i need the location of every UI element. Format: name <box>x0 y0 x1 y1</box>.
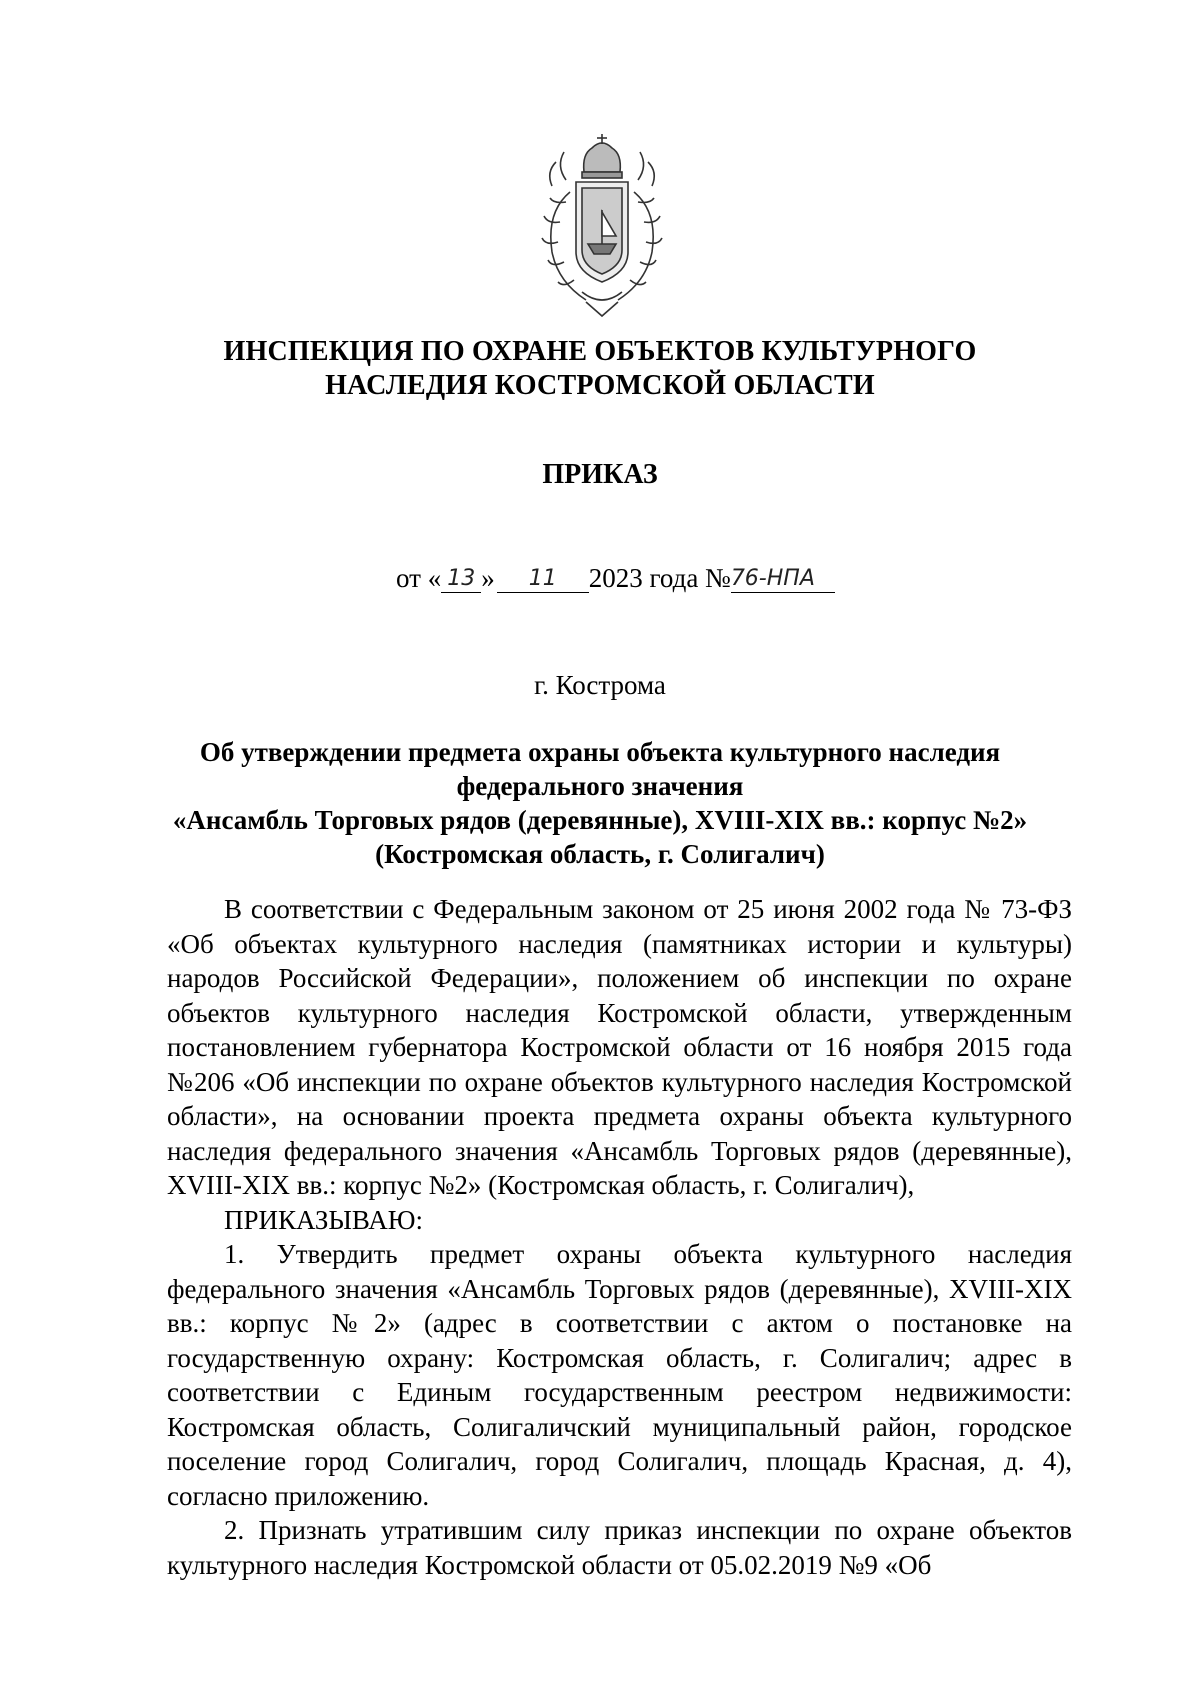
order-body <box>167 892 1072 1582</box>
order-city: г. Кострома <box>534 670 666 700</box>
order-year-text: 2023 года № <box>588 563 731 593</box>
order-item-2: 2. Признать утратившим силу приказ инспекции по охране объектов культурного наследия Костромской области от 05.02.2019 №9 «Об <box>167 1515 1072 1580</box>
organization-name <box>180 335 1020 403</box>
subject-line-4: (Костромская область, г. Солигалич) <box>375 839 825 869</box>
order-number-handwritten: 76-НПА <box>731 566 835 593</box>
document-type-title: ПРИКАЗ <box>542 459 658 490</box>
coat-of-arms-icon <box>526 132 678 320</box>
order-month-handwritten: 11 <box>497 566 589 593</box>
organization-line-2: НАСЛЕДИЯ КОСТРОМСКОЙ ОБЛАСТИ <box>325 370 875 401</box>
subject-line-1: Об утверждении предмета охраны объекта культурного наследия <box>199 737 1001 767</box>
subject-line-2: федерального значения <box>456 771 744 801</box>
preamble-paragraph: В соответствии с Федеральным законом от 25 июня 2002 года № 73-ФЗ «Об объектах культурного наследия (памятниках истории и культуры) народов Российской Федерации», положением об инспекции по охране объектов культурного наследия Костромской области, утвержденным постановлением губернатора Костромской области от 16 ноября 2015 года №206 «Об инспекции по охране объектов культурного наследия Костромской области», на основании проекта предмета охраны объекта культурного наследия федерального значения «Ансамбль Торговых рядов (деревянные), XVIII-XIX вв.: корпус №2» (Костромская область, г. Солигалич), <box>167 894 1072 1200</box>
order-day-handwritten: 13 <box>441 566 481 593</box>
organization-line-1: ИНСПЕКЦИЯ ПО ОХРАНЕ ОБЪЕКТОВ КУЛЬТУРНОГО <box>223 336 977 367</box>
date-quote-close: » <box>481 563 495 593</box>
order-word: ПРИКАЗЫВАЮ: <box>224 1204 423 1235</box>
order-date-line <box>396 561 835 597</box>
subject-line-3: «Ансамбль Торговых рядов (деревянные), XVIII-XIX вв.: корпус №2» <box>172 805 1028 835</box>
date-prefix: от « <box>396 563 442 593</box>
order-subject <box>150 735 1050 871</box>
order-item-1: 1. Утвердить предмет охраны объекта культурного наследия федерального значения «Ансамбль Торговых рядов (деревянные), XVIII-XIX вв.: корпус №2» (адрес в соответствии с актом о постановке на государственную охрану: Костромская область, г. Солигалич; адрес в соответствии с Единым государственным реестром недвижимости: Костромская область, Солигаличский муниципальный район, городское поселение город Солигалич, город Солигалич, площадь Красная, д. 4), согласно приложению. <box>167 1239 1072 1511</box>
